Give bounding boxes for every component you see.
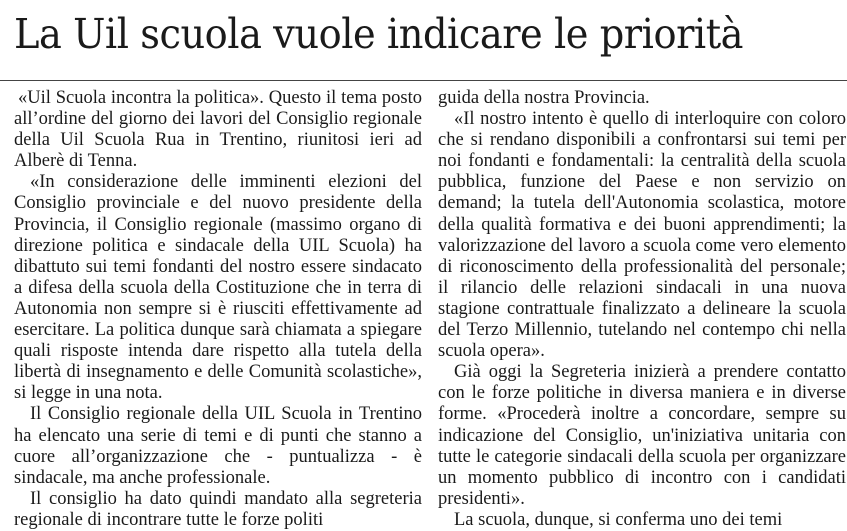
article-column-right	[438, 88, 846, 531]
article-column-left	[14, 88, 422, 531]
article-headline: La Uil scuola vuole indicare le priorità	[14, 10, 744, 58]
paragraph: Il Consiglio regionale della UIL Scuola in Trentino ha elencato una serie di temi e di punti che stanno a cuore all’organizzazione che - puntualizza - è sindacale, ma anche professionale.	[14, 404, 422, 488]
paragraph: «Uil Scuola incontra la politica». Questo il tema posto all’ordine del giorno dei lavori del Consiglio regionale della Uil Scuola Rua in Trentino, riunitosi ieri ad Alberè di Tenna.	[14, 88, 422, 172]
paragraph: guida della nostra Provincia.	[438, 88, 650, 108]
paragraph: Già oggi la Segreteria inizierà a prendere contatto con le forze politiche in diversa maniera e in diverse forme. «Procederà inoltre a concordare, sempre su indicazione del Consiglio, un'iniziativa unitaria con tutte le categorie sindacali della scuola per organizzare un momento pubblico di incontro con i candidati presidenti».	[438, 362, 846, 509]
paragraph: La scuola, dunque, si conferma uno dei temi	[454, 509, 783, 530]
paragraph: «Il nostro intento è quello di interloquire con coloro che si rendano disponibili a confrontarsi sui temi per noi fondanti e fondamentali: la centralità della scuola pubblica, funzione del Paese e non servizio on demand; la tutela dell'Autonomia scolastica, motore della qualità formativa e dei buoni apprendimenti; la valorizzazione del lavoro a scuola come vero elemento di riconoscimento della professionalità del personale; il rilancio delle relazioni sindacali in una nuova stagione contrattuale finalizzato a delineare la scuola del Terzo Millennio, tutelando nel contempo chi nella scuola opera».	[438, 109, 846, 362]
paragraph: «In considerazione delle imminenti elezioni del Consiglio provinciale e del nuovo presidente della Provincia, il Consiglio regionale (massimo organo di direzione politica e sindacale della UIL Scuola) ha dibattuto sui temi fondanti del nostro essere sindacato a difesa della scuola della Costituzione che in terra di Autonomia non sempre si è riusciti effettivamente ad esercitare. La politica dunque sarà chiamata a spiegare quali risposte intenda dare rispetto alla tutela della libertà di insegnamento e delle Comunità scolastiche», si legge in una nota.	[14, 172, 422, 404]
paragraph: Il consiglio ha dato quindi mandato alla segreteria regionale di incontrare tutte le forze politi	[14, 488, 422, 530]
headline-divider	[0, 80, 847, 81]
